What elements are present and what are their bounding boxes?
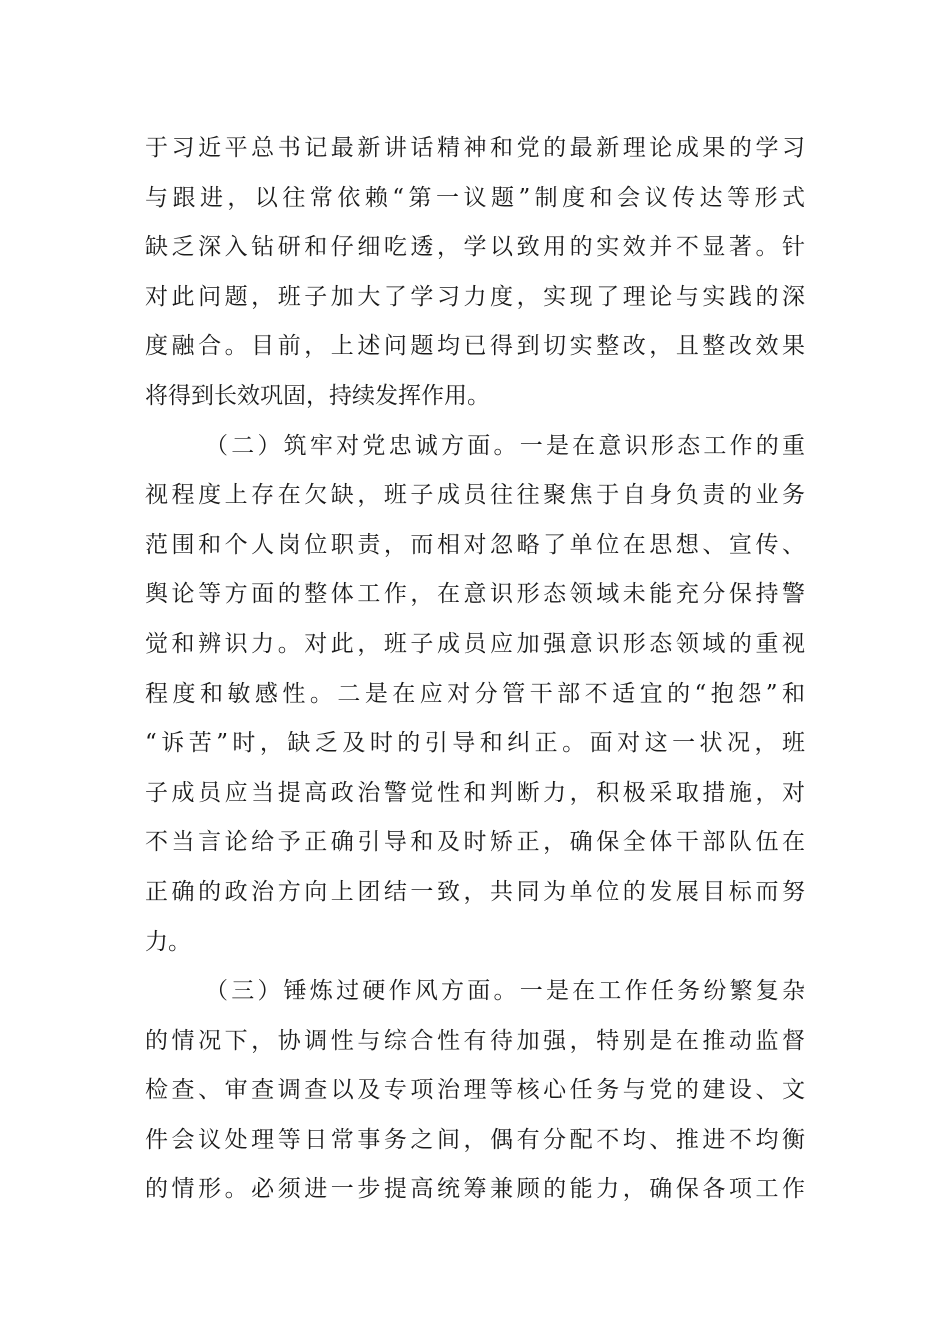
text-line: 正确的政治方向上团结一致，共同为单位的发展目标而努	[145, 878, 805, 905]
text-line: 范围和个人岗位职责，而相对忽略了单位在思想、宣传、	[145, 531, 805, 558]
document-body	[145, 124, 805, 1215]
text-line: 舆论等方面的整体工作，在意识形态领域未能充分保持警	[145, 581, 805, 608]
text-line: 不当言论给予正确引导和及时矫正，确保全体干部队伍在	[145, 829, 805, 856]
text-line: 的情况下，协调性与综合性有待加强，特别是在推动监督	[145, 1027, 805, 1054]
paragraph-section-3	[145, 967, 805, 1215]
text-line: 将得到长效巩固，持续发挥作用。	[145, 382, 490, 409]
text-line: 子成员应当提高政治警觉性和判断力，积极采取措施，对	[145, 779, 805, 806]
text-line: 于习近平总书记最新讲话精神和党的最新理论成果的学习	[145, 135, 805, 161]
text-line: 对此问题，班子加大了学习力度，实现了理论与实践的深	[145, 283, 805, 310]
text-line: 视程度上存在欠缺，班子成员往往聚焦于自身负责的业务	[145, 482, 805, 509]
section-heading-line: （二）筑牢对党忠诚方面。一是在意识形态工作的重	[205, 432, 805, 459]
text-line: 觉和辨识力。对此，班子成员应加强意识形态领域的重视	[145, 630, 805, 657]
paragraph-continuation	[145, 124, 805, 422]
text-line: 缺乏深入钻研和仔细吃透，学以致用的实效并不显著。针	[145, 234, 805, 261]
text-line: 与跟进，以往常依赖“第一议题”制度和会议传达等形式	[145, 184, 805, 211]
section-heading-line: （三）锤炼过硬作风方面。一是在工作任务纷繁复杂	[205, 978, 805, 1005]
paragraph-section-2	[145, 422, 805, 968]
text-line: 检查、审查调查以及专项治理等核心任务与党的建设、文	[145, 1077, 805, 1104]
text-line: “诉苦”时，缺乏及时的引导和纠正。面对这一状况，班	[145, 730, 805, 757]
text-line: 程度和敏感性。二是在应对分管干部不适宜的“抱怨”和	[145, 680, 805, 707]
text-line: 度融合。目前，上述问题均已得到切实整改，且整改效果	[145, 333, 805, 360]
text-line: 件会议处理等日常事务之间，偶有分配不均、推进不均衡	[145, 1126, 805, 1153]
text-line: 的情形。必须进一步提高统筹兼顾的能力，确保各项工作	[145, 1176, 805, 1203]
text-line: 力。	[145, 928, 191, 955]
